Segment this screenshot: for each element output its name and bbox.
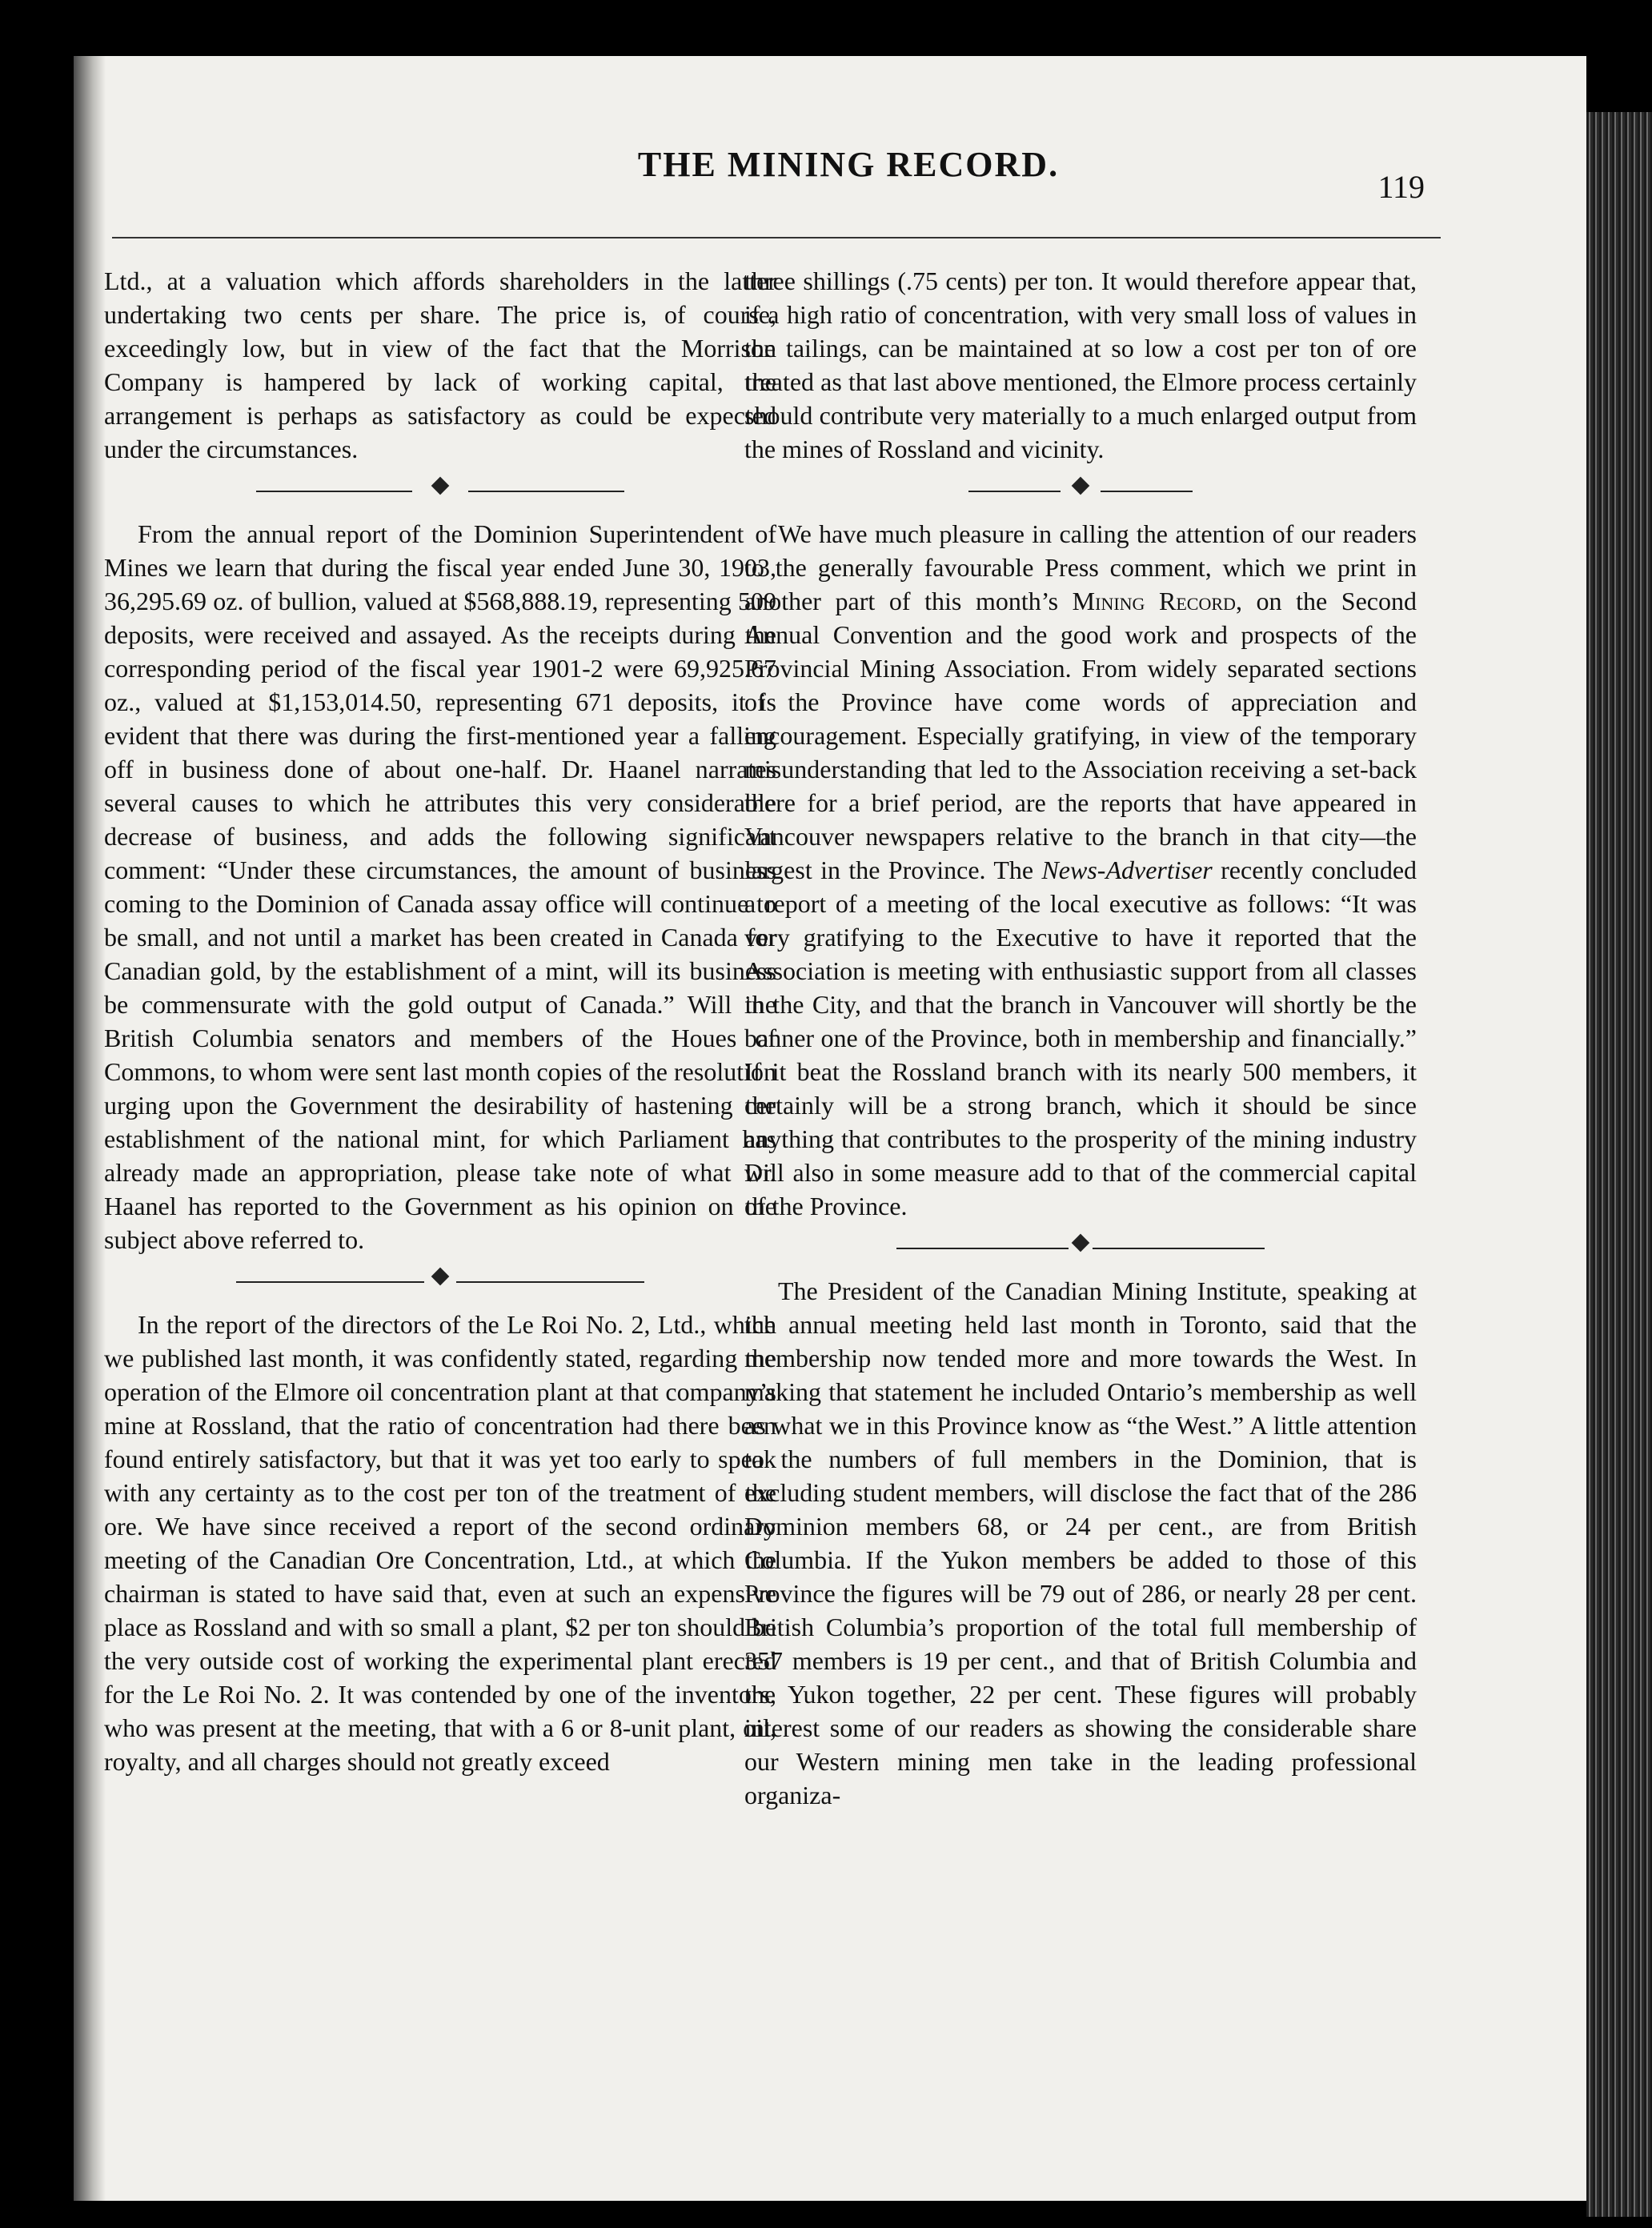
newspaper-name: News-Advertiser — [1041, 856, 1213, 884]
paragraph-elmore: three shillings (.75 cents) per ton. It would therefore appear that, if a high ratio of concentration, with very small loss of values in the tailings, can be maintained at so low a cost per ton of ore treated as that last above mentioned, the Elmore process certainly should contribute very materially to a much enlarged output from the mines of Rossland and vicinity. — [744, 266, 1417, 463]
paragraph-morrison: Ltd., at a valuation which affords shareholders in the latter undertaking two cents per share. The price is, of course, exceedingly low, but in view of the fact that the Morrison Company is hampered by lack of working capital, the arrangement is perhaps as satisfactory as could be expected under the circumstances. — [104, 266, 776, 463]
header-rule — [112, 237, 1441, 238]
book-page-edges — [1586, 112, 1652, 2217]
section-separator — [104, 466, 776, 517]
section-separator — [744, 466, 1417, 517]
paragraph-le-roi: In the report of the directors of the Le Roi No. 2, Ltd., which we published last month, it was confidently stated, regarding the operation of the Elmore oil concentration plant at that company’s mine at Rossland, that the ratio of concentration had there been found entirely satisfactory, but that it was yet too early to speak with any certainty as to the cost per ton of the treatment of the ore. We have since received a report of the second ordinary meeting of the Canadian Ore Concentration, Ltd., at which the chairman is stated to have said that, even at such an expensive place as Rossland and with so small a plant, $2 per ton should be the very outside cost of working the experimental plant erected for the Le Roi No. 2. It was contended by one of the inventors, who was present at the meeting, that with a 6 or 8-unit plant, oil, royalty, and all charges should not greatly exceed — [104, 1310, 776, 1776]
section-separator — [744, 1223, 1417, 1274]
paragraph-assay-office: From the annual report of the Dominion Superintendent of Mines we learn that during the fiscal year ended June 30, 1903, 36,295.69 oz. of bullion, valued at $568,888.19, representing 509 deposits, were received and assayed. As the receipts during the corresponding period of the fiscal year 1901-2 were 69,925.67 oz., valued at $1,153,014.50, representing 671 deposits, it is evident that there was during the first-mentioned year a falling off in business done of about one-half. Dr. Haanel narrates several causes to which he attributes this very considerable decrease of business, and adds the following significant comment: “Under these circumstances, the amount of business coming to the Dominion of Canada assay office will continue to be small, and not until a market has been created in Canada for Canadian gold, by the establishment of a mint, will its business be commensurate with the gold output of Canada.” Will the British Columbia senators and members of the Houes of Commons, to whom were sent last month copies of the resolution urging upon the Government the desirability of hastening the establishment of the national mint, for which Parliament has already made an appropriation, please take note of what Dr. Haanel has reported to the Government as his opinion on the subject above referred to. — [104, 519, 776, 1254]
left-column — [104, 264, 776, 1778]
ornament-icon — [1072, 1234, 1090, 1252]
running-head: THE MINING RECORD. — [637, 145, 1060, 184]
section-separator — [104, 1256, 776, 1308]
ornament-icon — [431, 1268, 450, 1286]
page-gutter-shadow — [74, 56, 106, 2201]
publication-name: Mining Record — [1072, 587, 1236, 615]
paragraph-mining-institute: The President of the Canadian Mining Institute, speaking at the annual meeting held last month in Toronto, said that the membership now tended more and more towards the West. In making that statement he included Ontario’s membership as well as what we in this Province know as “the West.” A little attention to the numbers of full members in the Dominion, that is excluding student members, will disclose the fact that of the 286 Dominion members 68, or 24 per cent., are from British Columbia. If the Yukon members be added to those of this Province the figures will be 79 out of 286, or nearly 28 per cent. British Columbia’s proportion of the total full membership of 357 members is 19 per cent., and that of British Columbia and the Yukon together, 22 per cent. These figures will probably interest some of our readers as showing the considerable share our Western mining men take in the leading professional organiza- — [744, 1276, 1417, 1809]
ornament-icon — [1072, 477, 1090, 495]
ornament-icon — [431, 477, 450, 495]
paragraph-convention: We have much pleasure in calling the attention of our readers to the generally favourable Press comment, which we print in another part of this month’s Mining Record, on the Second Annual Convention and the good work and prospects of the Provincial Mining Association. From widely separated sections of the Province have come words of appreciation and encouragement. Especially gratifying, in view of the temporary misunderstanding that led to the Association receiving a set-back there for a brief period, are the reports that have appeared in Vancouver newspapers relative to the branch in that city—the largest in the Province. The News-Advertiser recently concluded a report of a meeting of the local executive as follows: “It was very gratifying to the Executive to have it reported that the Association is meeting with enthusiastic support from all classes in the City, and that the branch in Vancouver will shortly be the banner one of the Province, both in membership and financially.” If it beat the Rossland branch with its nearly 500 members, it certainly will be a strong branch, which it should be since anything that contributes to the prosperity of the mining industry will also in some measure add to that of the commercial capital of the Province. — [744, 519, 1417, 1220]
right-column — [744, 264, 1417, 1812]
page-number: 119 — [1377, 169, 1425, 205]
